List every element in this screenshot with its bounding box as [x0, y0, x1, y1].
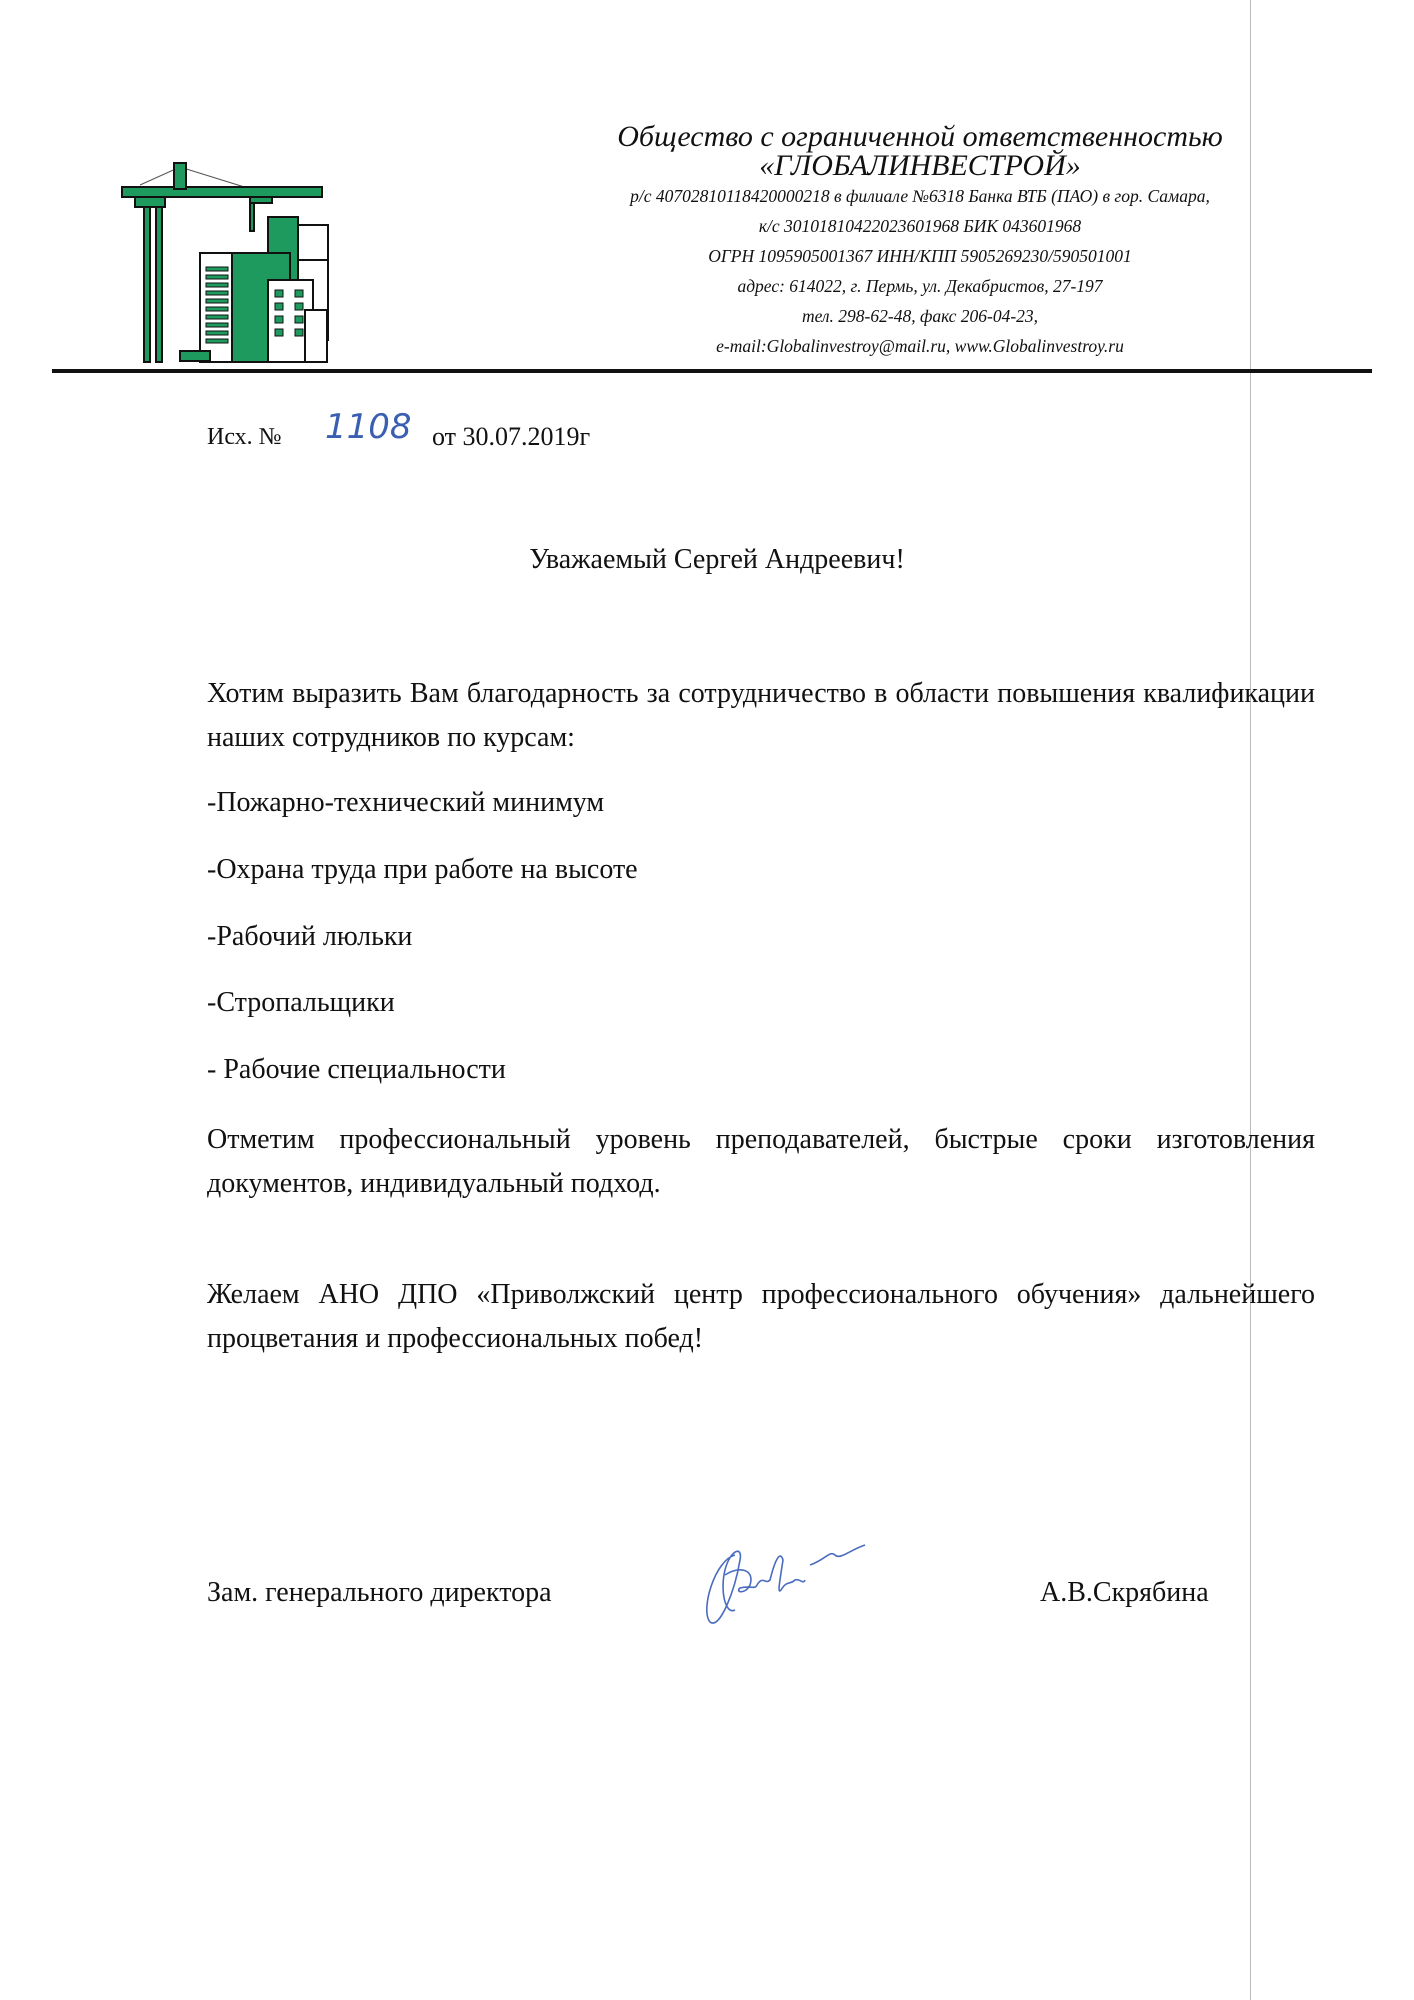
praise-paragraph: Отметим профессиональный уровень преподавателей, быстрые сроки изготовления документов, индивидуальный подход. [207, 1124, 1315, 1199]
correspondent-account: к/с 30101810422023601968 БИК 043601968 [758, 216, 1082, 236]
company-logo [100, 155, 340, 370]
outgoing-number: 1108 [325, 407, 412, 447]
intro-paragraph: Хотим выразить Вам благодарность за сотрудничество в области повышения квалификации наших сотрудников по курсам: [207, 678, 1315, 753]
handwritten-signature [695, 1530, 905, 1630]
course-item: - Рабочие специальности [207, 1054, 506, 1085]
letterhead-divider [52, 369, 1372, 373]
company-form: Общество с ограниченной ответственностью [617, 120, 1223, 153]
scan-artifact-line [1250, 0, 1251, 2000]
wishes-paragraph: Желаем АНО ДПО «Приволжский центр профессионального обучения» дальнейшего процветания и профессиональных побед! [207, 1279, 1315, 1354]
outgoing-label: Исх. № [207, 424, 282, 450]
company-name: «ГЛОБАЛИНВЕСТРОЙ» [759, 149, 1081, 182]
course-item: -Стропальщики [207, 987, 395, 1018]
registration-numbers: ОГРН 1095905001367 ИНН/КПП 5905269230/590501001 [708, 246, 1132, 266]
email-website: e-mail:Globalinvestroy@mail.ru, www.Globalinvestroy.ru [716, 336, 1124, 356]
signatory-name: А.В.Скрябина [1040, 1577, 1209, 1608]
course-item: -Пожарно-технический минимум [207, 787, 605, 818]
phone-fax: тел. 298-62-48, факс 206-04-23, [801, 306, 1039, 326]
course-item: -Охрана труда при работе на высоте [207, 854, 638, 885]
bank-account: р/с 40702810118420000218 в филиале №6318 Банка ВТБ (ПАО) в гор. Самара, [630, 186, 1210, 206]
address: адрес: 614022, г. Пермь, ул. Декабристов, 27-197 [737, 276, 1103, 296]
letter-date: от 30.07.2019г [432, 422, 591, 451]
course-item: -Рабочий люльки [207, 921, 413, 952]
signatory-position: Зам. генерального директора [207, 1577, 552, 1608]
greeting: Уважаемый Сергей Андреевич! [529, 544, 905, 575]
